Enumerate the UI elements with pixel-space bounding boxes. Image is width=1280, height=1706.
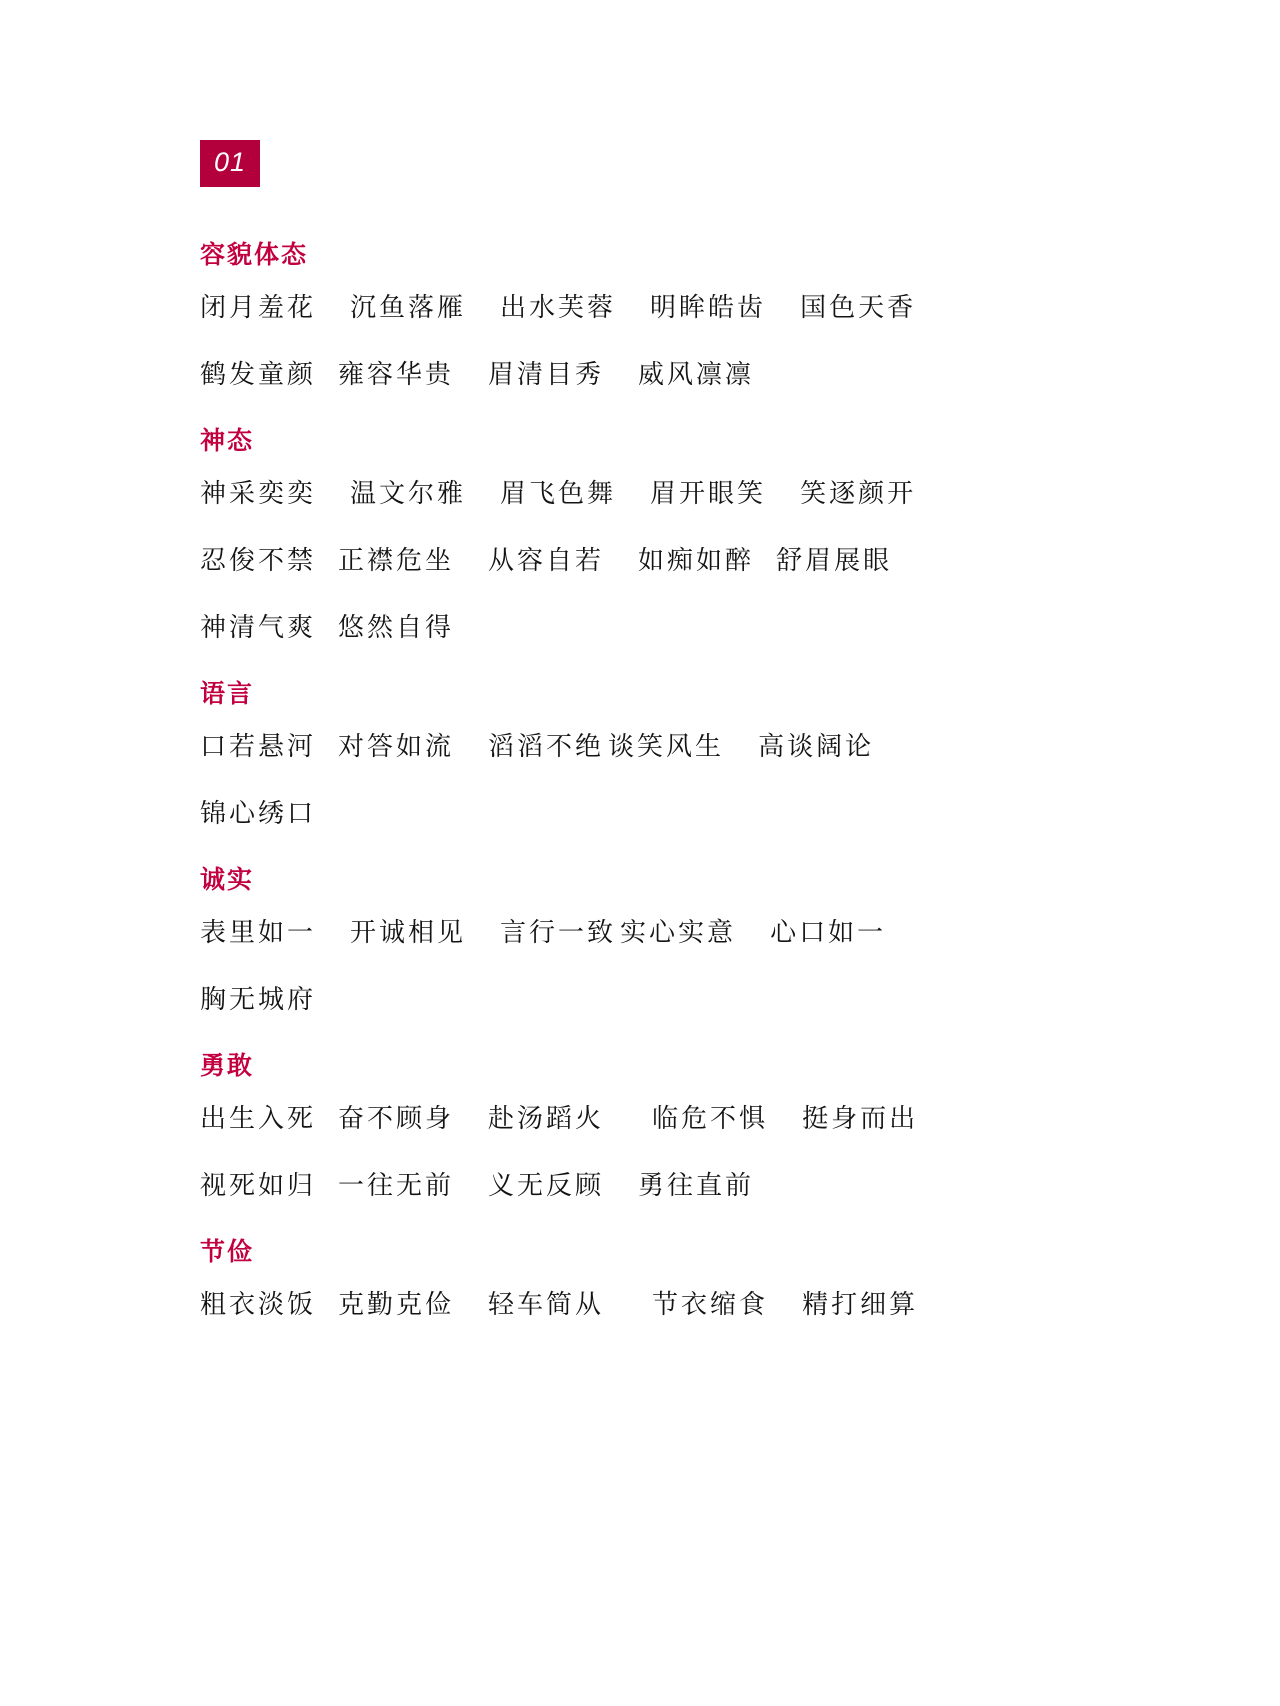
idiom: 舒眉展眼 [776,546,893,576]
idiom-row [200,287,1080,324]
idiom-row [200,1165,1080,1202]
idiom-row [200,540,1080,577]
idiom: 眉开眼笑 [650,479,767,509]
idiom: 温文尔雅 [350,479,467,509]
idiom: 沉鱼落雁 [350,293,467,323]
section-title: 容貌体态 [200,240,309,269]
idiom-row [200,793,1080,830]
idiom: 锦心绣口 [200,799,317,829]
idiom-row [200,979,1080,1016]
idiom: 谈笑风生 [608,732,725,762]
idiom-row [200,912,1080,949]
idiom: 言行一致 [500,918,617,948]
idiom: 神采奕奕 [200,479,317,509]
section-title: 诚实 [200,865,255,894]
idiom: 节衣缩食 [652,1290,769,1320]
section-expression [200,421,1080,644]
section-title: 神态 [200,426,255,455]
section-title: 勇敢 [200,1051,255,1080]
idiom-row [200,607,1080,644]
idiom-row [200,1284,1080,1321]
idiom: 忍俊不禁 [200,546,317,576]
idiom: 勇往直前 [638,1171,755,1201]
idiom: 笑逐颜开 [800,479,917,509]
idiom: 出水芙蓉 [500,293,617,323]
idiom: 闭月羞花 [200,293,317,323]
section-speech [200,674,1080,830]
idiom-row [200,726,1080,763]
idiom: 威风凛凛 [638,360,755,390]
section-bravery [200,1046,1080,1202]
idiom: 义无反顾 [488,1171,605,1201]
idiom: 赴汤蹈火 [488,1104,605,1134]
section-number-badge: 01 [200,140,260,187]
idiom: 粗衣淡饭 [200,1290,317,1320]
idiom: 克勤克俭 [338,1290,455,1320]
idiom: 正襟危坐 [338,546,455,576]
idiom: 滔滔不绝 [488,732,605,762]
section-honesty [200,860,1080,1016]
idiom-row [200,473,1080,510]
idiom: 悠然自得 [338,613,455,643]
idiom: 高谈阔论 [758,732,875,762]
idiom: 眉飞色舞 [500,479,617,509]
idiom: 对答如流 [338,732,455,762]
idiom: 精打细算 [802,1290,919,1320]
idiom: 临危不惧 [652,1104,769,1134]
idiom: 视死如归 [200,1171,317,1201]
idiom: 实心实意 [620,918,737,948]
idiom: 轻车简从 [488,1290,605,1320]
idiom: 奋不顾身 [338,1104,455,1134]
idiom: 神清气爽 [200,613,317,643]
idiom: 表里如一 [200,918,317,948]
idiom: 鹤发童颜 [200,360,317,390]
section-thrift [200,1232,1080,1321]
idiom: 国色天香 [800,293,917,323]
idiom: 挺身而出 [802,1104,919,1134]
idiom: 口若悬河 [200,732,317,762]
idiom-row [200,354,1080,391]
idiom: 出生入死 [200,1104,317,1134]
idiom-row [200,1098,1080,1135]
idiom: 如痴如醉 [638,546,755,576]
idiom: 明眸皓齿 [650,293,767,323]
idiom: 眉清目秀 [488,360,605,390]
idiom: 雍容华贵 [338,360,455,390]
idiom: 从容自若 [488,546,605,576]
section-appearance [200,235,1080,391]
idiom: 一往无前 [338,1171,455,1201]
section-title: 节俭 [200,1237,255,1266]
section-title: 语言 [200,679,255,708]
idiom: 开诚相见 [350,918,467,948]
idiom: 胸无城府 [200,985,317,1015]
idiom: 心口如一 [770,918,887,948]
